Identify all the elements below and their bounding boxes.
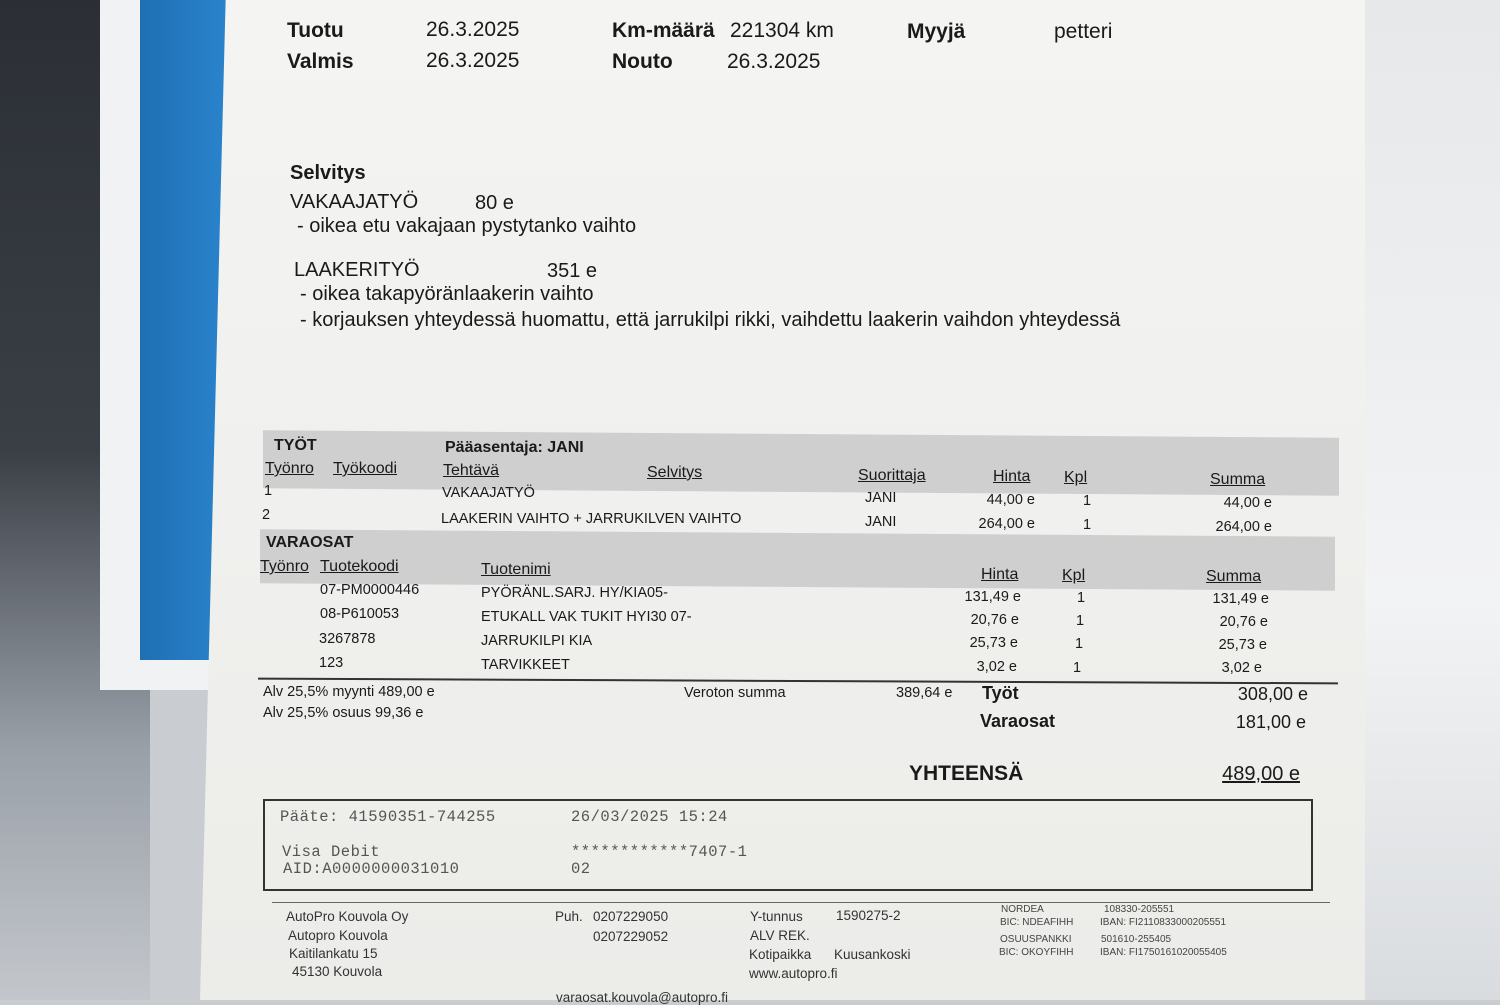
row-nro: 2 — [262, 507, 271, 523]
col-hinta: Hinta — [993, 468, 1031, 485]
row-koodi: 123 — [319, 655, 344, 671]
selvitys-item-name: VAKAAJATYÖ — [290, 191, 419, 213]
card-number: ************7407-1 — [571, 843, 748, 861]
row-hinta: 25,73 e — [969, 635, 1018, 651]
bank-account: 501610-255405 — [1101, 934, 1172, 945]
nouto-value: 26.3.2025 — [727, 50, 821, 73]
selvitys-item-line: - korjauksen yhteydessä huomattu, että jarrukilpi rikki, vaihdettu laakerin vaihdon yhteydessä — [300, 309, 1121, 331]
col-tyokoodi: Työkoodi — [333, 460, 398, 477]
bank-bic: BIC: NDEAFIHH — [1000, 917, 1074, 928]
row-summa: 264,00 e — [1215, 519, 1272, 535]
row-nimi: ETUKALL VAK TUKIT HYI30 07- — [481, 609, 692, 625]
company-name: AutoPro Kouvola Oy — [286, 909, 409, 924]
company-postal: 45130 Kouvola — [292, 964, 383, 979]
tyot-section-label: TYÖT — [274, 437, 317, 454]
col-tyonro: Työnro — [260, 558, 309, 575]
company-brand: Autopro Kouvola — [288, 928, 388, 943]
row-hinta: 3,02 e — [976, 659, 1017, 675]
payment-datetime: 26/03/2025 15:24 — [571, 808, 728, 826]
row-hinta: 20,76 e — [970, 612, 1019, 628]
row-nimi: TARVIKKEET — [481, 657, 570, 673]
row-kpl: 1 — [1077, 590, 1086, 606]
row-kpl: 1 — [1076, 613, 1085, 629]
myyja-value: petteri — [1054, 20, 1113, 43]
selvitys-item-name: LAAKERITYÖ — [294, 259, 420, 281]
row-kpl: 1 — [1073, 660, 1082, 676]
terminal-id: Pääte: 41590351-744255 — [280, 808, 496, 826]
bank-iban: IBAN: FI2110833000205551 — [1100, 917, 1227, 928]
varaosat-header-band — [260, 529, 1335, 591]
bank-bic: BIC: OKOYFIHH — [999, 947, 1074, 958]
col-kpl: Kpl — [1062, 567, 1086, 584]
bank-iban: IBAN: FI1750161020055405 — [1100, 947, 1227, 958]
row-hinta: 131,49 e — [964, 589, 1021, 605]
col-hinta: Hinta — [981, 566, 1019, 583]
tyot-total-value: 308,00 e — [1237, 684, 1308, 704]
card-aid: AID:A0000000031010 — [283, 860, 460, 878]
phone-number: 0207229050 — [593, 909, 669, 924]
ytunnus-label: Y-tunnus — [750, 909, 803, 924]
kotipaikka-value: Kuusankoski — [834, 947, 911, 962]
row-kpl: 1 — [1075, 636, 1084, 652]
mechanic-label: Pääasentaja: JANI — [445, 439, 584, 456]
tyot-header-band — [263, 430, 1339, 496]
card-type: Visa Debit — [282, 843, 381, 861]
col-tehtava: Tehtävä — [443, 462, 500, 479]
col-summa: Summa — [1210, 471, 1266, 488]
selvitys-title: Selvitys — [290, 162, 366, 184]
row-nimi: PYÖRÄNL.SARJ. HY/KIA05- — [481, 585, 668, 601]
km-value: 221304 km — [730, 19, 834, 42]
row-koodi: 08-P610053 — [320, 606, 400, 622]
row-tehtava: LAAKERIN VAIHTO + JARRUKILVEN VAIHTO — [441, 511, 742, 527]
col-selvitys: Selvitys — [647, 464, 703, 481]
row-hinta: 264,00 e — [978, 516, 1035, 532]
valmis-value: 26.3.2025 — [426, 49, 520, 72]
row-koodi: 3267878 — [319, 631, 376, 647]
yhteensa-value: 489,00 e — [1222, 763, 1300, 785]
tuotu-label: Tuotu — [287, 19, 344, 42]
ytunnus-value: 1590275-2 — [836, 908, 901, 923]
row-nimi: JARRUKILPI KIA — [481, 633, 593, 649]
row-tehtava: VAKAAJATYÖ — [442, 485, 535, 501]
varaosat-section-label: VARAOSAT — [266, 534, 354, 551]
varaosat-total-label: Varaosat — [980, 711, 1056, 731]
company-street: Kaitilankatu 15 — [289, 946, 378, 961]
selvitys-item-amount: 351 e — [547, 260, 598, 282]
row-summa: 3,02 e — [1221, 660, 1262, 676]
tuotu-value: 26.3.2025 — [426, 18, 520, 41]
varaosat-total-value: 181,00 e — [1235, 712, 1306, 732]
valmis-label: Valmis — [287, 50, 354, 73]
bank-account: 108330-205551 — [1104, 904, 1175, 915]
row-nro: 1 — [264, 483, 273, 499]
km-label: Km-määrä — [612, 19, 715, 42]
phone-number: 0207229052 — [593, 929, 669, 944]
myyja-label: Myyjä — [907, 20, 966, 43]
yhteensa-label: YHTEENSÄ — [909, 762, 1024, 785]
bank-name: NORDEA — [1001, 904, 1044, 915]
veroton-label: Veroton summa — [684, 685, 786, 701]
col-kpl: Kpl — [1064, 469, 1088, 486]
col-tuotekoodi: Tuotekoodi — [320, 558, 399, 575]
row-koodi: 07-PM0000446 — [320, 582, 420, 598]
veroton-value: 389,64 e — [896, 685, 953, 701]
row-hinta: 44,00 e — [986, 492, 1035, 508]
row-summa: 20,76 e — [1219, 614, 1268, 630]
website-link[interactable]: www.autopro.fi — [749, 966, 838, 981]
phone-label: Puh. — [555, 909, 583, 924]
nouto-label: Nouto — [612, 50, 673, 73]
row-kpl: 1 — [1083, 517, 1092, 533]
kotipaikka-label: Kotipaikka — [749, 947, 812, 962]
bank-name: OSUUSPANKKI — [1000, 934, 1072, 945]
col-suorittaja: Suorittaja — [858, 467, 926, 484]
col-summa: Summa — [1206, 568, 1262, 585]
tyot-total-label: Työt — [982, 683, 1019, 703]
col-tyonro: Työnro — [265, 460, 314, 477]
row-summa: 131,49 e — [1212, 591, 1269, 607]
row-suorittaja: JANI — [865, 490, 897, 506]
selvitys-item-line: - oikea takapyöränlaakerin vaihto — [300, 283, 594, 305]
card-code: 02 — [571, 860, 591, 878]
row-suorittaja: JANI — [865, 514, 897, 530]
footer-divider — [272, 902, 1330, 903]
row-summa: 44,00 e — [1223, 495, 1272, 511]
alv-myynti: Alv 25,5% myynti 489,00 e — [263, 684, 435, 700]
selvitys-item-amount: 80 e — [475, 192, 514, 214]
selvitys-item-line: - oikea etu vakajaan pystytanko vaihto — [297, 215, 637, 237]
col-tuotenimi: Tuotenimi — [481, 561, 551, 578]
alv-rek: ALV REK. — [750, 928, 810, 943]
row-kpl: 1 — [1083, 493, 1092, 509]
row-summa: 25,73 e — [1218, 637, 1267, 653]
email-link[interactable]: varaosat.kouvola@autopro.fi — [556, 990, 729, 1005]
alv-osuus: Alv 25,5% osuus 99,36 e — [263, 705, 424, 721]
